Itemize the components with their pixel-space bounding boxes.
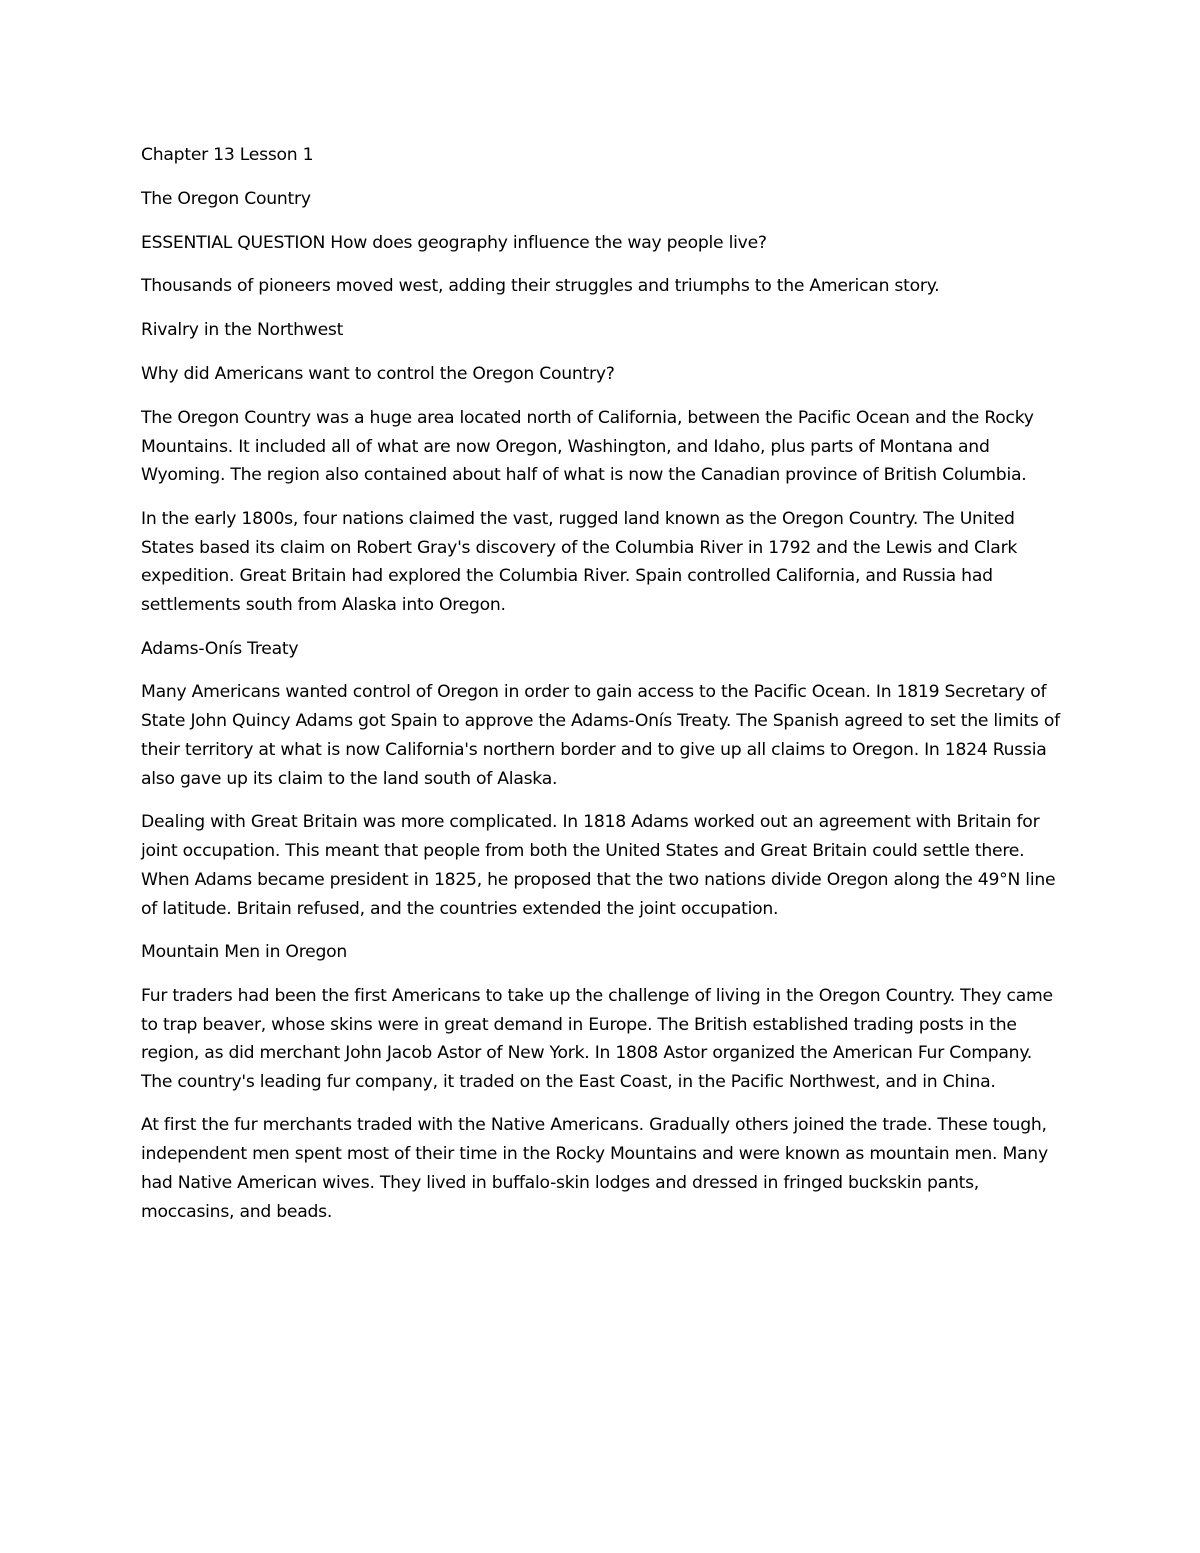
paragraph-mountain-men: At first the fur merchants traded with the Native Americans. Gradually others joined the trade. These tough, independent men spent most of their time in the Rocky Mountains and were known as mountain men. Many had Native American wives. They lived in buffalo-skin lodges and dressed in fringed buckskin pants, moccasins, and beads.: [141, 1115, 1048, 1222]
essential-question: ESSENTIAL QUESTION How does geography influence the way people live?: [141, 232, 767, 253]
paragraph-fur-traders: Fur traders had been the first Americans to take up the challenge of living in the Oregon Country. They came to trap beaver, whose skins were in great demand in Europe. The British established trading posts in the region, as did merchant John Jacob Astor of New York. In 1808 Astor organized the American Fur Company. The country's leading fur company, it traded on the East Coast, in the Pacific Northwest, and in China.: [141, 985, 1053, 1093]
paragraph-great-britain: Dealing with Great Britain was more complicated. In 1818 Adams worked out an agreement with Britain for joint occupation. This meant that people from both the United States and Great Britain could settle there. When Adams became president in 1825, he proposed that the two nations divide Oregon along the 49°N line of latitude. Britain refused, and the countries extended the joint occupation.: [141, 812, 1056, 919]
document-body: [141, 141, 1066, 1241]
intro-paragraph: Thousands of pioneers moved west, adding their struggles and triumphs to the American story.: [141, 276, 940, 297]
paragraph-adams-onis-treaty: Many Americans wanted control of Oregon in order to gain access to the Pacific Ocean. In 1819 Secretary of State John Quincy Adams got Spain to approve the Adams-Onís Treaty. The Spanish agreed to set the limits of their territory at what is now California's northern border and to give up all claims to Oregon. In 1824 Russia also gave up its claim to the land south of Alaska.: [141, 682, 1060, 789]
section-heading-mountain-men: Mountain Men in Oregon: [141, 941, 348, 962]
section-heading-adams-onis: Adams-Onís Treaty: [141, 638, 299, 659]
section-heading-rivalry: Rivalry in the Northwest: [141, 320, 344, 341]
chapter-title: Chapter 13 Lesson 1: [141, 145, 314, 165]
paragraph-oregon-area: The Oregon Country was a huge area located north of California, between the Pacific Ocean and the Rocky Mountains. It included all of what are now Oregon, Washington, and Idaho, plus parts of Montana and Wyoming. The region also contained about half of what is now the Canadian province of British Columbia.: [141, 407, 1034, 486]
section-question-rivalry: Why did Americans want to control the Oregon Country?: [141, 363, 615, 384]
paragraph-four-nations: In the early 1800s, four nations claimed the vast, rugged land known as the Oregon Country. The United States based its claim on Robert Gray's discovery of the Columbia River in 1792 and the Lewis and Clark expedition. Great Britain had explored the Columbia River. Spain controlled California, and Russia had settlements south from Alaska into Oregon.: [141, 508, 1018, 616]
lesson-title: The Oregon Country: [141, 188, 311, 209]
